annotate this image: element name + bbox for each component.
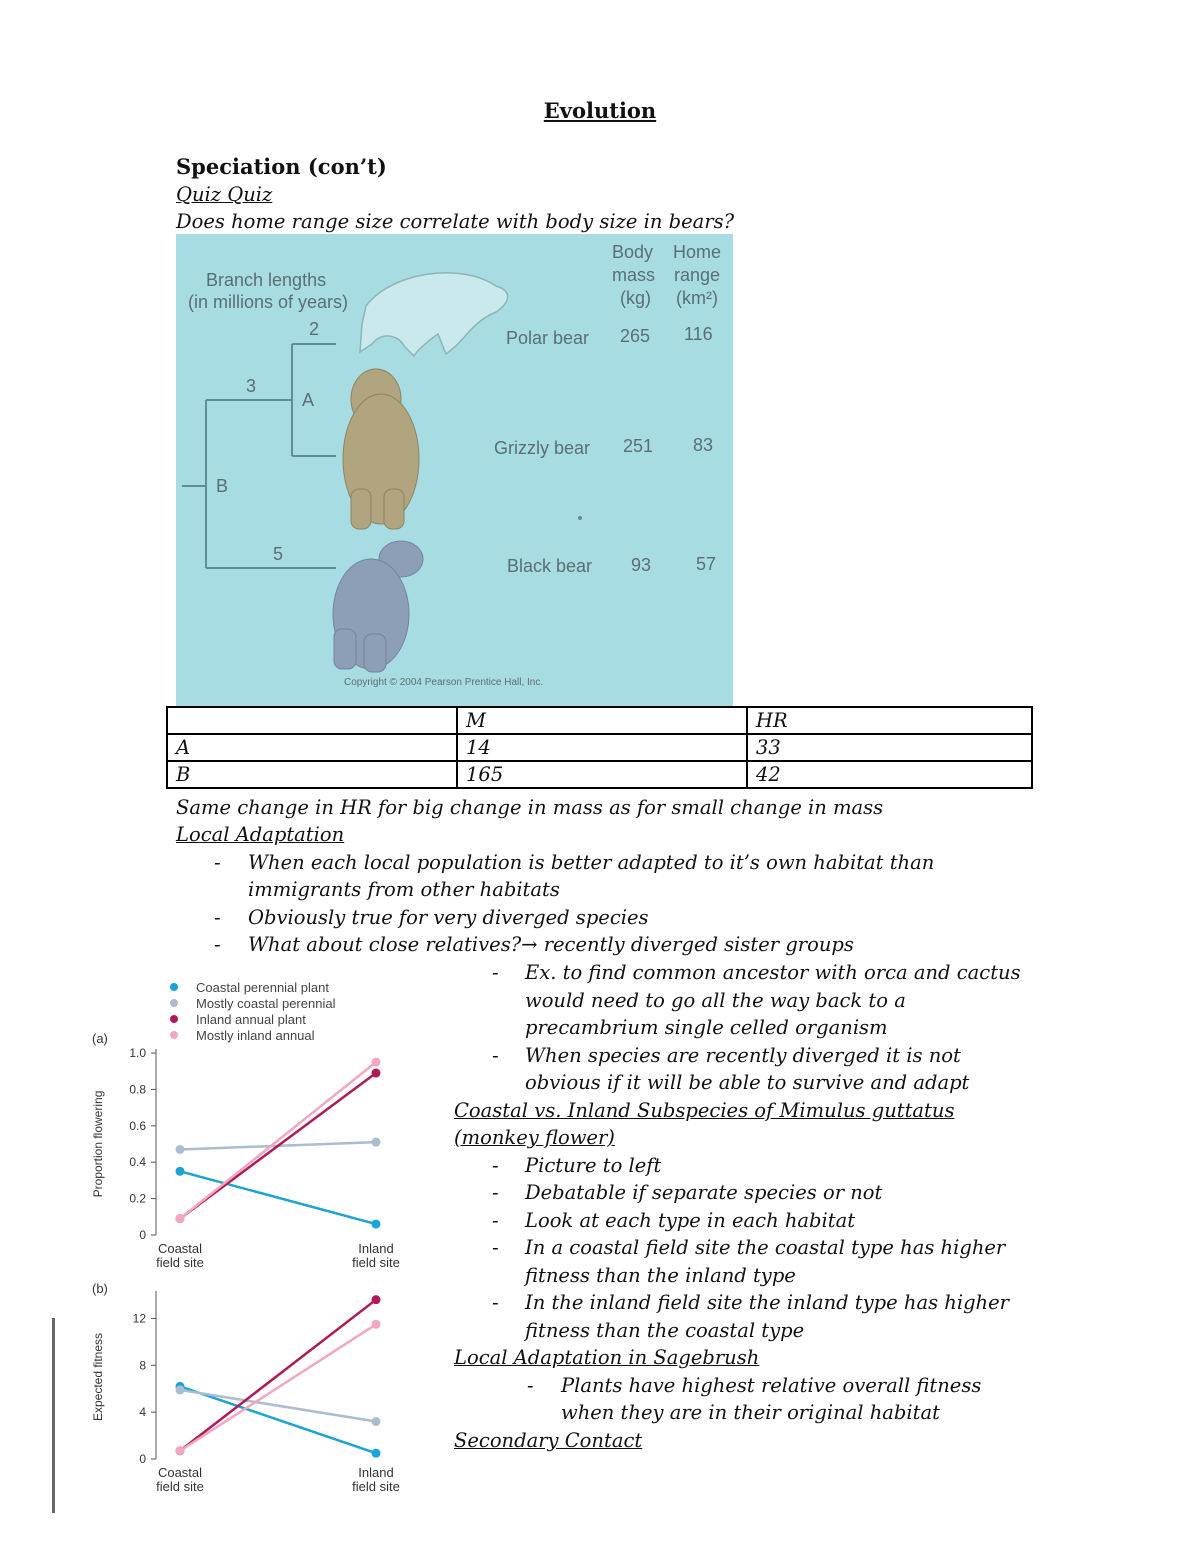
bear-range: 83 [693, 435, 714, 455]
black-bear-illustration [333, 541, 423, 672]
data-point [372, 1138, 381, 1147]
mimulus-bullet: In a coastal field site the coastal type has higher [525, 1236, 1006, 1259]
bullet-dash: - [214, 851, 221, 874]
margin-rule [52, 1318, 55, 1513]
data-point [372, 1069, 381, 1078]
bullet-dash: - [492, 1209, 499, 1232]
y-tick-label: 0 [139, 1228, 146, 1242]
data-point [372, 1295, 381, 1304]
y-tick-label: 1.0 [129, 1046, 146, 1060]
col-range-line1: Home [673, 242, 722, 262]
mimulus-bullet: Debatable if separate species or not [525, 1181, 883, 1204]
table-cell: M [457, 707, 747, 734]
legend-marker [170, 1031, 178, 1039]
sub-bullet-text: Ex. to find common ancestor with orca and cactus [525, 961, 1021, 984]
series-line [180, 1390, 376, 1422]
bear-name: Polar bear [506, 328, 590, 348]
col-range-line3: (km²) [676, 288, 718, 308]
table-cell: 42 [747, 761, 1032, 788]
branch-label-5: 5 [273, 544, 284, 564]
table-row [167, 734, 1032, 761]
data-point [176, 1385, 185, 1394]
bullet-dash: - [492, 1291, 499, 1314]
y-tick-label: 0.2 [129, 1191, 146, 1206]
table-cell: A [167, 734, 457, 761]
bullet-dash: - [214, 933, 221, 956]
copyright-note: Copyright © 2004 Pearson Prentice Hall, Inc. [344, 677, 544, 688]
y-tick-label: 0 [139, 1452, 146, 1466]
bullet-text: Obviously true for very diverged species [248, 906, 649, 929]
mimulus-heading-line2: (monkey flower) [454, 1126, 615, 1149]
table-header-row [167, 707, 1032, 734]
x-category-label: field site [156, 1255, 204, 1270]
sub-bullet-text: When species are recently diverged it is not [525, 1044, 961, 1067]
mimulus-bullet: fitness than the coastal type [525, 1319, 805, 1342]
bear-range: 57 [696, 554, 717, 574]
sub-bullet-text: obvious if it will be able to survive and adapt [525, 1071, 970, 1094]
series-line [180, 1062, 376, 1219]
y-tick-label: 0.6 [129, 1118, 146, 1133]
mimulus-heading: Coastal vs. Inland Subspecies of Mimulus guttatus [454, 1099, 955, 1122]
table-row [167, 761, 1032, 788]
x-category-label: field site [156, 1479, 204, 1494]
branch-label-2: 2 [309, 319, 320, 339]
legend-marker [170, 999, 178, 1007]
conclusion-text: Same change in HR for big change in mass as for small change in mass [176, 796, 884, 819]
grizzly-bear-illustration [343, 369, 419, 529]
mimulus-bullet: Look at each type in each habitat [525, 1209, 856, 1232]
branch-title-line1: Branch lengths [206, 270, 327, 290]
x-category-label: Coastal [157, 1241, 203, 1256]
col-mass-line2: mass [612, 265, 656, 285]
sub-bullet-text: precambrium single celled organism [525, 1016, 888, 1039]
mimulus-charts-svg [88, 975, 408, 1515]
mimulus-bullet: fitness than the inland type [525, 1264, 796, 1287]
data-point [372, 1449, 381, 1458]
legend-label: Mostly coastal perennial [196, 996, 336, 1011]
series-line [180, 1324, 376, 1451]
y-tick-label: 4 [139, 1405, 146, 1420]
data-point [176, 1145, 185, 1154]
series-line [180, 1386, 376, 1453]
quiz-question: Does home range size correlate with body size in bears? [176, 210, 735, 233]
bear-name: Black bear [507, 556, 593, 576]
node-label-b: B [216, 476, 229, 496]
page-title: Evolution [543, 98, 657, 123]
contrast-table [166, 706, 1033, 789]
mimulus-figure [88, 975, 408, 1515]
branch-label-3: 3 [246, 376, 257, 396]
bullet-text: immigrants from other habitats [248, 878, 560, 901]
bullet-dash: - [492, 961, 499, 984]
bullet-dash: - [492, 1236, 499, 1259]
legend-label: Inland annual plant [196, 1012, 306, 1027]
sub-bullet-text: would need to go all the way back to a [525, 989, 906, 1012]
bear-mass: 251 [623, 436, 654, 456]
bullet-text: When each local population is better adapted to it’s own habitat than [248, 851, 935, 874]
sagebrush-heading: Local Adaptation in Sagebrush [454, 1346, 760, 1369]
data-point [372, 1320, 381, 1329]
bullet-dash: - [492, 1044, 499, 1067]
mimulus-bullet: Picture to left [525, 1154, 662, 1177]
bear-name: Grizzly bear [494, 438, 591, 458]
panel-label: (a) [92, 1031, 108, 1046]
x-category-label: Coastal [157, 1465, 203, 1480]
x-category-label: field site [352, 1255, 400, 1270]
bullet-text: What about close relatives?→ recently diverged sister groups [248, 933, 854, 956]
data-point [176, 1167, 185, 1176]
table-cell: 165 [457, 761, 747, 788]
data-point [176, 1214, 185, 1223]
y-axis-label: Expected fitness [91, 1332, 105, 1422]
sagebrush-bullet: when they are in their original habitat [561, 1401, 940, 1424]
bear-mass: 265 [620, 326, 651, 346]
bullet-dash: - [492, 1181, 499, 1204]
x-category-label: Inland [358, 1465, 394, 1480]
legend-label: Mostly inland annual [196, 1028, 315, 1043]
y-tick-label: 0.4 [129, 1155, 146, 1170]
bullet-dash: - [492, 1154, 499, 1177]
phylogeny-branches [182, 344, 336, 568]
stray-dot [578, 516, 582, 520]
legend-marker [170, 1015, 178, 1023]
data-point [372, 1417, 381, 1426]
bullet-dash: - [527, 1374, 534, 1397]
table-cell: HR [747, 707, 1032, 734]
bear-mass: 93 [631, 555, 652, 575]
panel-label: (b) [92, 1281, 108, 1296]
table-cell [167, 707, 457, 734]
bear-phylogeny-figure [176, 234, 733, 706]
col-mass-line3: (kg) [620, 288, 651, 308]
data-point [372, 1058, 381, 1067]
table-cell: 33 [747, 734, 1032, 761]
node-label-a: A [302, 390, 315, 410]
legend-label: Coastal perennial plant [196, 980, 329, 995]
mimulus-bullet: In the inland field site the inland type has higher [525, 1291, 1009, 1314]
data-point [372, 1220, 381, 1229]
series-line [180, 1300, 376, 1451]
table-cell: 14 [457, 734, 747, 761]
table-cell: B [167, 761, 457, 788]
sagebrush-bullet: Plants have highest relative overall fitness [561, 1374, 982, 1397]
x-category-label: Inland [358, 1241, 394, 1256]
bullet-dash: - [214, 906, 221, 929]
local-adaptation-heading: Local Adaptation [176, 823, 345, 846]
y-tick-label: 8 [139, 1358, 146, 1373]
y-tick-label: 12 [132, 1311, 146, 1326]
section-heading: Speciation (con’t) [176, 154, 387, 179]
bear-range: 116 [684, 324, 713, 344]
polar-bear-illustration [360, 273, 508, 356]
x-category-label: field site [352, 1479, 400, 1494]
data-point [176, 1446, 185, 1455]
col-mass-line1: Body [612, 242, 654, 262]
legend-marker [170, 983, 178, 991]
branch-title-line2: (in millions of years) [188, 292, 349, 312]
col-range-line2: range [674, 265, 721, 285]
secondary-contact-heading: Secondary Contact [454, 1429, 643, 1452]
y-tick-label: 0.8 [129, 1082, 146, 1097]
y-axis-label: Proportion flowering [91, 1090, 105, 1198]
quiz-label: Quiz Quiz [176, 183, 273, 206]
